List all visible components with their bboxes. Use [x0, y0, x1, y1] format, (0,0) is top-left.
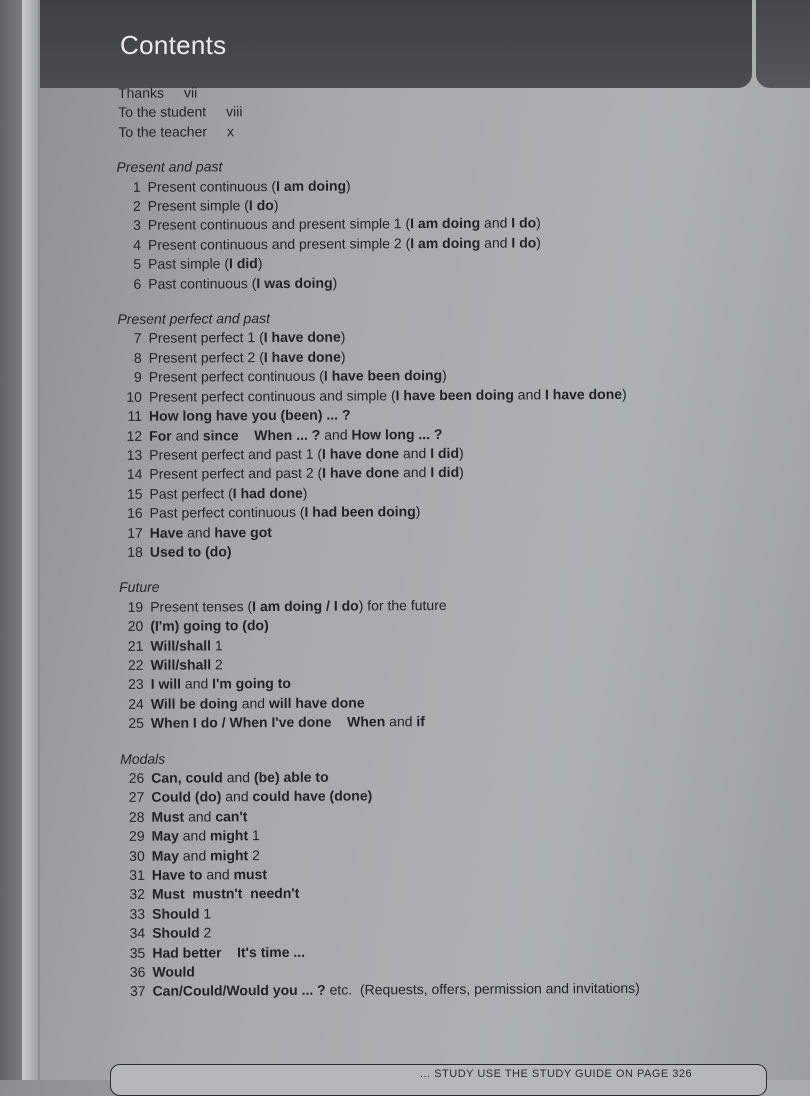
unit-number: 12: [126, 427, 143, 444]
section-title: Present and past: [116, 158, 223, 176]
unit-title-text: Past perfect continuous (: [149, 503, 305, 521]
grammar-form: could have (done): [252, 787, 373, 805]
unit-number: 4: [133, 236, 142, 253]
toc-sections: [110, 155, 715, 1002]
unit-title-text: ): [415, 503, 421, 520]
grammar-form: When: [347, 713, 386, 730]
unit-title-text: and: [480, 234, 512, 251]
toc-entry: [114, 711, 714, 734]
unit-title-text: 2: [248, 846, 260, 863]
unit-number: 17: [127, 524, 143, 541]
unit-title-text: Past perfect (: [149, 484, 233, 502]
unit-title-text: ): [442, 367, 447, 384]
unit-title: [152, 846, 260, 866]
unit-title: [151, 768, 328, 788]
grammar-form: I was doing: [256, 274, 333, 291]
unit-number: 10: [126, 388, 142, 405]
grammar-form: I have done: [263, 329, 341, 346]
unit-number: 31: [129, 866, 145, 883]
unit-title-text: and: [178, 827, 211, 844]
grammar-form: I did: [430, 464, 460, 481]
unit-number: 36: [129, 963, 146, 980]
unit-title-text: ): [536, 234, 541, 251]
grammar-form: May: [151, 847, 179, 864]
toc-section: [113, 575, 714, 734]
unit-title-text: ): [302, 484, 308, 501]
unit-title-text: [221, 944, 237, 960]
grammar-form: I do: [511, 214, 537, 231]
toc-section: [111, 306, 713, 562]
unit-title-text: Present perfect 1 (: [148, 329, 264, 347]
unit-title: [148, 233, 541, 255]
unit-title-text: and: [399, 464, 431, 481]
grammar-form: Would: [152, 963, 195, 980]
grammar-form: May: [151, 827, 179, 844]
unit-title-text: 2: [211, 656, 223, 673]
grammar-form: Have: [149, 524, 184, 541]
unit-title-text: and: [320, 426, 352, 443]
unit-number: 33: [129, 905, 146, 922]
grammar-form: When I do / When I've done: [150, 713, 332, 731]
grammar-form: How long have you (been) ... ?: [148, 406, 351, 424]
unit-title-text: ): [345, 177, 351, 194]
unit-title-text: and: [180, 675, 213, 692]
unit-title: [149, 347, 346, 368]
grammar-form: I did: [228, 255, 258, 272]
unit-number: 27: [128, 789, 145, 806]
unit-title-text: Past continuous (: [148, 274, 257, 292]
unit-title-text: ): [340, 348, 346, 365]
unit-title-text: 1: [199, 905, 212, 922]
unit-title: [151, 807, 247, 827]
grammar-form: Should: [152, 905, 200, 922]
unit-title-text: ): [536, 214, 541, 231]
unit-title-text: Present perfect and past 1 (: [149, 445, 323, 463]
grammar-form: Will/shall: [150, 636, 212, 654]
toc-entry: [113, 539, 713, 562]
toc-entry: [111, 271, 711, 294]
unit-title: [148, 196, 279, 216]
unit-title-text: and: [221, 788, 253, 805]
unit-number: 5: [133, 256, 142, 273]
unit-title-text: and: [171, 426, 203, 444]
grammar-form: I do: [248, 197, 274, 214]
unit-number: 21: [127, 637, 144, 654]
unit-title: [149, 366, 447, 387]
grammar-form: Can/Could/Would you ... ?: [152, 982, 326, 1000]
unit-number: 24: [128, 695, 144, 712]
unit-number: 9: [133, 369, 142, 386]
grammar-form: might: [209, 827, 249, 844]
grammar-form: I have done: [544, 385, 623, 403]
unit-number: 37: [129, 983, 146, 1000]
grammar-form: I had been doing: [304, 503, 416, 520]
unit-title-text: and: [178, 847, 211, 864]
unit-title-text: ): [257, 255, 263, 272]
unit-title-text: ): [458, 444, 464, 461]
unit-title-text: Present perfect 2 (: [148, 348, 264, 366]
unit-number: 13: [126, 446, 143, 463]
unit-number: 28: [128, 808, 145, 825]
front-matter-page: x: [226, 123, 235, 140]
unit-title-text: Present continuous and present simple 1 (: [147, 215, 411, 234]
toc-section: [110, 155, 711, 295]
unit-title-text: ): [332, 274, 338, 291]
header-band-tab: [756, 0, 810, 88]
unit-number: 1: [132, 178, 141, 195]
unit-title-text: 1: [248, 827, 260, 844]
toc-section: [114, 746, 716, 1002]
grammar-form: For: [149, 427, 172, 444]
grammar-form: I am doing: [410, 234, 481, 252]
grammar-form: Can, could: [151, 769, 223, 786]
unit-title-text: and: [202, 866, 234, 883]
unit-number: 3: [133, 217, 141, 234]
unit-title: [149, 406, 351, 427]
unit-number: 6: [133, 275, 142, 292]
unit-title: [148, 273, 337, 294]
unit-title-text: 1: [210, 636, 223, 653]
unit-title: [152, 826, 260, 846]
unit-title-text: and: [222, 769, 254, 786]
grammar-form: I have done: [321, 445, 400, 462]
unit-number: 29: [128, 828, 145, 845]
unit-title-text: etc. (Requests, offers, permission and invitations): [325, 980, 640, 999]
unit-title-text: and: [183, 523, 215, 541]
grammar-form: It's time ...: [237, 943, 306, 960]
unit-number: 25: [128, 714, 144, 732]
unit-title: [152, 963, 195, 983]
grammar-form: can't: [215, 807, 248, 825]
unit-title: [152, 904, 211, 924]
unit-number: 23: [128, 676, 144, 693]
unit-number: 15: [126, 485, 143, 502]
grammar-form: Will/shall: [150, 656, 212, 673]
unit-title-text: ): [340, 329, 346, 346]
grammar-form: Will be doing: [150, 695, 238, 712]
unit-number: 22: [127, 656, 144, 673]
grammar-form: I will: [150, 675, 182, 693]
unit-title: [148, 328, 345, 349]
unit-title-text: ): [621, 385, 627, 402]
grammar-form: Should: [152, 924, 200, 942]
grammar-form: Have to: [151, 866, 203, 883]
unit-title: [148, 176, 351, 197]
page-edge: [22, 0, 38, 1080]
front-matter-page: viii: [226, 103, 243, 120]
footer-text: ... STUDY USE THE STUDY GUIDE ON PAGE 326: [420, 1068, 693, 1080]
unit-number: 26: [128, 769, 145, 786]
unit-title-text: and: [399, 444, 431, 462]
unit-title: [149, 463, 464, 484]
unit-title: [150, 636, 222, 656]
unit-number: 32: [129, 886, 145, 903]
unit-title: [149, 484, 307, 504]
grammar-form: Used to (do): [149, 543, 232, 560]
grammar-form: I did: [430, 444, 460, 461]
unit-title: [150, 596, 447, 617]
unit-number: 7: [133, 330, 142, 347]
unit-title-text: ): [459, 464, 464, 481]
front-matter-label: To the student: [118, 103, 207, 121]
grammar-form: (be) able to: [253, 768, 329, 786]
grammar-form: might: [210, 846, 249, 864]
unit-title: [150, 502, 421, 523]
unit-title: [149, 424, 442, 445]
toc-entry: [112, 384, 712, 407]
grammar-form: I'm going to: [212, 675, 291, 692]
unit-title-text: ) for the future: [358, 596, 447, 614]
unit-title: [150, 523, 272, 543]
grammar-form: have got: [214, 523, 272, 540]
unit-title: [149, 444, 464, 465]
grammar-form: I had done: [232, 484, 303, 501]
unit-title-text: and: [513, 386, 546, 403]
unit-number: 30: [129, 847, 145, 864]
unit-number: 8: [133, 349, 142, 366]
grammar-form: I have done: [263, 348, 341, 365]
unit-title: [152, 865, 267, 885]
front-matter-page: vii: [183, 84, 198, 101]
unit-number: 11: [127, 407, 143, 424]
unit-title: [149, 385, 627, 407]
unit-title: [150, 616, 269, 636]
grammar-form: I am doing: [410, 215, 481, 232]
grammar-form: since: [202, 426, 239, 443]
unit-title-text: Present simple (: [147, 197, 249, 214]
unit-title-text: [239, 427, 255, 443]
page-title: Contents: [120, 30, 227, 60]
unit-title: [150, 542, 232, 562]
front-matter-list: [118, 80, 710, 142]
unit-title: [151, 712, 425, 733]
unit-title: [151, 787, 372, 808]
unit-title: [152, 979, 639, 1001]
unit-title-text: Past simple (: [148, 255, 230, 273]
grammar-form: I have been doing: [323, 367, 443, 384]
front-matter-item: [118, 119, 710, 142]
unit-number: 34: [129, 925, 146, 942]
unit-title-text: Present perfect continuous (: [148, 367, 324, 386]
grammar-form: I have been doing: [395, 386, 514, 403]
unit-title-text: Present tenses (: [150, 597, 253, 615]
grammar-form: I am doing / I do: [252, 597, 359, 614]
unit-number: 2: [132, 197, 141, 214]
grammar-form: if: [416, 713, 425, 730]
unit-title-text: Present perfect and past 2 (: [149, 465, 323, 483]
unit-title-text: [332, 714, 348, 730]
unit-title: [148, 254, 262, 274]
unit-title-text: ): [273, 197, 279, 214]
unit-title-text: Present continuous (: [147, 177, 277, 195]
grammar-form: Had better: [152, 943, 222, 961]
grammar-form: How long ... ?: [351, 425, 443, 443]
grammar-form: Must: [151, 808, 185, 825]
unit-title-text: and: [184, 808, 216, 825]
grammar-form: Could (do): [151, 788, 222, 806]
unit-title: [152, 924, 211, 944]
unit-title: [151, 674, 291, 694]
grammar-form: (I'm) going to (do): [150, 617, 269, 634]
unit-title: [150, 655, 222, 675]
grammar-form: I am doing: [275, 177, 347, 194]
unit-number: 14: [126, 466, 143, 483]
grammar-form: When ... ?: [254, 426, 321, 443]
grammar-form: I do: [511, 234, 537, 251]
unit-number: 35: [129, 944, 146, 961]
unit-number: 19: [127, 598, 144, 615]
unit-number: 16: [126, 504, 143, 522]
grammar-form: Must mustn't needn't: [151, 885, 300, 903]
section-title: Future: [119, 579, 160, 596]
grammar-form: must: [233, 866, 268, 883]
unit-title-text: Present perfect continuous and simple (: [148, 386, 396, 405]
unit-title-text: Present continuous and present simple 2 (: [147, 235, 411, 253]
unit-title: [152, 884, 300, 904]
unit-title: [152, 942, 305, 962]
unit-number: 18: [127, 543, 143, 560]
front-matter-label: Thanks: [118, 84, 165, 101]
grammar-form: I have done: [322, 464, 400, 482]
unit-title: [151, 693, 365, 714]
toc-entry: [115, 979, 715, 1002]
section-title: Present perfect and past: [117, 310, 271, 328]
unit-title-text: and: [480, 214, 512, 232]
unit-title-text: and: [385, 713, 417, 730]
unit-number: 20: [127, 617, 144, 635]
unit-title: [148, 214, 541, 236]
grammar-form: will have done: [268, 694, 365, 711]
table-of-contents: [110, 80, 716, 1002]
unit-title-text: and: [237, 694, 269, 712]
unit-title-text: 2: [199, 924, 212, 941]
front-matter-label: To the teacher: [118, 123, 208, 140]
section-title: Modals: [120, 750, 166, 767]
